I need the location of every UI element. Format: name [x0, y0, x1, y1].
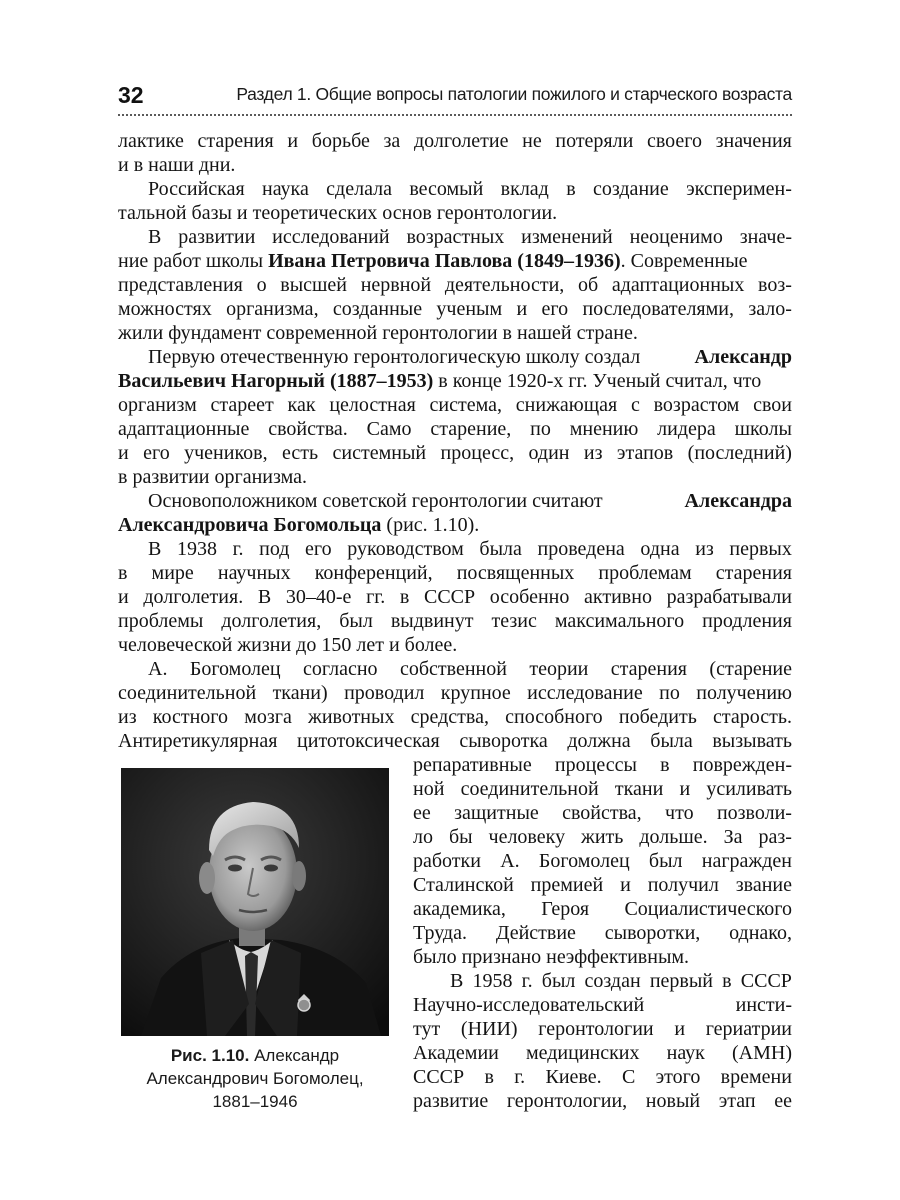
text-line	[413, 897, 792, 921]
word: медицинских	[525, 1042, 640, 1064]
text-line	[413, 993, 792, 1017]
word: есть	[282, 442, 319, 464]
word: г.	[232, 538, 244, 560]
word: и	[620, 874, 631, 896]
word: новый	[645, 1090, 701, 1112]
word: возрастом	[653, 394, 740, 416]
word: был	[648, 850, 683, 872]
word: способного	[505, 706, 603, 728]
word: за	[383, 130, 401, 152]
word: в	[399, 586, 410, 608]
word: 1938	[176, 538, 217, 560]
word: раз-	[758, 826, 792, 848]
word: разрабатывали	[666, 586, 792, 608]
word: звание	[735, 874, 792, 896]
word: 1958	[472, 970, 513, 992]
word: позволи-	[716, 802, 792, 824]
word: получил	[647, 874, 719, 896]
word: последователями,	[582, 298, 734, 320]
text-line	[118, 129, 792, 153]
word: 30–40-е	[285, 586, 352, 608]
text-line: в развитии организма.	[118, 466, 308, 488]
word: потеряли	[555, 130, 634, 152]
text-line: жили фундамент современной геронтологии в нашей стране.	[118, 322, 638, 344]
word: работки	[413, 850, 481, 872]
word: значе-	[739, 226, 792, 248]
word: ной	[413, 778, 445, 800]
text-run: Первую отечественную геронтологическую школу создал	[148, 346, 646, 368]
text-line	[118, 681, 792, 705]
person-name-nagorny-first: Александр	[694, 346, 792, 368]
word: в	[660, 754, 670, 776]
word: была	[479, 538, 522, 560]
word: инсти-	[735, 994, 792, 1016]
word: крупное	[440, 682, 511, 704]
word: первый	[649, 970, 714, 992]
word: и	[118, 442, 129, 464]
word: нервной	[360, 274, 432, 296]
word: тезис	[491, 610, 537, 632]
word: проводил	[344, 682, 425, 704]
word: (АМН)	[731, 1042, 792, 1064]
word: стареет	[210, 394, 274, 416]
word: За	[723, 826, 743, 848]
word: Действие	[495, 922, 576, 944]
word: сделала	[326, 178, 392, 200]
caption-line	[118, 1044, 392, 1067]
word: средства,	[410, 706, 489, 728]
word: В	[148, 538, 162, 560]
text-line: и в наши дни.	[118, 154, 236, 176]
text-line	[148, 225, 792, 249]
word: и	[674, 1018, 686, 1040]
word: мире	[151, 562, 194, 584]
word: Труда.	[413, 922, 467, 944]
word: свойства,	[562, 802, 642, 824]
word: старения	[715, 562, 792, 584]
word: из	[695, 538, 714, 560]
word: не	[522, 130, 542, 152]
person-name-pavlov: Ивана Петровича Павлова (1849–1936)	[268, 250, 621, 272]
word: жить	[581, 826, 624, 848]
word: получению	[696, 682, 792, 704]
word: один	[528, 442, 570, 464]
word: наука	[261, 178, 309, 200]
word: о	[256, 274, 267, 296]
word: премией	[530, 874, 604, 896]
word: изменений	[521, 226, 613, 248]
word: долголетия,	[221, 610, 322, 632]
text-line: было признано неэффективным.	[413, 946, 690, 968]
word: В	[257, 586, 272, 608]
text-line	[118, 249, 792, 273]
word: и	[287, 130, 299, 152]
word: в	[118, 562, 128, 584]
word: С	[621, 1066, 636, 1088]
word: соединительной	[118, 682, 257, 704]
word: сыворотки,	[604, 922, 701, 944]
word: долголетия.	[143, 586, 244, 608]
text-line	[450, 969, 792, 993]
word: Научно-исследовательский	[413, 994, 645, 1016]
word: адаптационные	[118, 418, 250, 440]
word: гериатрии	[705, 1018, 792, 1040]
text-line	[118, 417, 792, 441]
word: руководством	[347, 538, 464, 560]
word: был	[541, 970, 576, 992]
word: и	[118, 586, 129, 608]
word: Героя	[541, 898, 590, 920]
word: создание	[592, 178, 669, 200]
word: снижающая	[515, 394, 618, 416]
word: с	[630, 394, 640, 416]
word: свойства.	[268, 418, 348, 440]
text-line	[118, 297, 792, 321]
word: система,	[429, 394, 503, 416]
word: наук	[666, 1042, 705, 1064]
word: ткани)	[272, 682, 328, 704]
text-line	[118, 273, 792, 297]
person-name-bogomolets: Александровича Богомольца	[118, 514, 382, 536]
word: эксперимен-	[686, 178, 792, 200]
word: награжден	[701, 850, 792, 872]
word: одна	[640, 538, 680, 560]
word: А.	[148, 658, 168, 680]
word: в	[484, 1066, 494, 1088]
word: проблемам	[598, 562, 692, 584]
word: борьбе	[311, 130, 370, 152]
word: геронтологии	[538, 1018, 654, 1040]
text-line: человеческой жизни до 150 лет и более.	[118, 634, 458, 656]
figure-caption	[118, 1044, 392, 1113]
word: созданные	[332, 298, 423, 320]
figure-reference: (рис. 1.10).	[381, 514, 480, 536]
word: тут	[413, 1018, 441, 1040]
word: Социалистического	[624, 898, 792, 920]
word: и	[679, 778, 691, 800]
word: его	[541, 298, 569, 320]
text-line	[118, 609, 792, 633]
word: научных	[217, 562, 291, 584]
word: г.	[521, 970, 533, 992]
word: ло	[413, 826, 433, 848]
word: старения	[197, 130, 274, 152]
word: (старение	[709, 658, 792, 680]
word: организм	[118, 394, 197, 416]
word: конференций,	[314, 562, 433, 584]
word: проведена	[537, 538, 625, 560]
word: г.	[514, 1066, 526, 1088]
word: Российская	[148, 178, 245, 200]
text-line	[413, 777, 792, 801]
word: Сталинской	[413, 874, 514, 896]
text-line	[413, 825, 792, 849]
word: организма,	[226, 298, 319, 320]
word: процессы	[554, 754, 637, 776]
word: первых	[729, 538, 792, 560]
word: был	[339, 610, 373, 632]
text-line	[148, 489, 792, 513]
word: Академии	[413, 1042, 499, 1064]
word: учеников,	[184, 442, 268, 464]
word: ткани	[614, 778, 664, 800]
text-line	[413, 1041, 792, 1065]
word: высшей	[280, 274, 347, 296]
word: мозга	[244, 706, 292, 728]
word: что	[665, 802, 694, 824]
word: лактике	[118, 130, 184, 152]
word: неоценимо	[629, 226, 723, 248]
text-line	[148, 177, 792, 201]
word: репаративные	[413, 754, 532, 776]
word: исследований	[272, 226, 390, 248]
text-line	[118, 441, 792, 465]
word: человеку	[488, 826, 566, 848]
word: адаптационных	[611, 274, 745, 296]
running-header	[118, 78, 792, 116]
caption-text: Александр	[249, 1046, 340, 1065]
text-line	[118, 561, 792, 585]
word: поврежден-	[692, 754, 792, 776]
word: возрастных	[406, 226, 505, 248]
word: СССР	[423, 586, 476, 608]
text-line	[118, 513, 792, 537]
word: в	[722, 970, 732, 992]
text-run: . Современные	[620, 250, 748, 272]
word: под	[259, 538, 290, 560]
word: можностях	[118, 298, 212, 320]
word: победить	[618, 706, 697, 728]
word: из	[118, 706, 137, 728]
figure-label: Рис. 1.10.	[170, 1046, 250, 1065]
word: из	[583, 442, 603, 464]
word: долголетие	[413, 130, 509, 152]
word: целостная	[329, 394, 416, 416]
word: вклад	[500, 178, 549, 200]
word: по	[530, 418, 551, 440]
word: зало-	[748, 298, 792, 320]
word: В	[450, 970, 464, 992]
page-number: 32	[118, 82, 144, 108]
word: ее	[774, 1090, 792, 1112]
text-line	[413, 1065, 792, 1089]
person-name-bogomolets-first: Александра	[684, 490, 792, 512]
word: геронтологии,	[506, 1090, 628, 1112]
text-line	[413, 1017, 792, 1041]
word: этап	[718, 1090, 756, 1112]
text-run: Основоположником советской геронтологии считают	[148, 490, 608, 512]
word: (НИИ)	[460, 1018, 518, 1040]
text-line	[118, 369, 792, 393]
word: этого	[655, 1066, 701, 1088]
text-line	[413, 849, 792, 873]
word: особенно	[489, 586, 570, 608]
word: его	[305, 538, 332, 560]
word: ученым	[436, 298, 503, 320]
word: собственной	[399, 658, 507, 680]
word: свои	[753, 394, 792, 416]
word: создан	[584, 970, 641, 992]
word: воз-	[758, 274, 792, 296]
portrait-photo	[121, 768, 389, 1036]
word: (последний)	[687, 442, 792, 464]
word: лидера	[657, 418, 716, 440]
word: однако,	[729, 922, 792, 944]
word: максимального	[554, 610, 685, 632]
word: гг.	[366, 586, 386, 608]
word: мнению	[569, 418, 639, 440]
word: Богомолец	[538, 850, 630, 872]
word: А.	[500, 850, 520, 872]
word: процесс,	[440, 442, 515, 464]
word: защитные	[454, 802, 539, 824]
word: Киеве.	[545, 1066, 602, 1088]
word: соединительной	[460, 778, 599, 800]
word: бы	[448, 826, 473, 848]
word: была	[650, 730, 693, 752]
word: старость.	[713, 706, 792, 728]
word: СССР	[413, 1066, 465, 1088]
text-line	[118, 585, 792, 609]
word: ее	[413, 802, 431, 824]
word: об	[578, 274, 599, 296]
text-line	[413, 921, 792, 945]
word: согласно	[303, 658, 378, 680]
word: весомый	[409, 178, 484, 200]
word: деятельности,	[444, 274, 565, 296]
word: его	[143, 442, 170, 464]
text-line	[413, 1089, 792, 1113]
word: костного	[152, 706, 229, 728]
word: по	[659, 682, 680, 704]
text-line	[148, 537, 792, 561]
word: значения	[715, 130, 792, 152]
word: времени	[720, 1066, 792, 1088]
portrait-illustration	[121, 768, 389, 1036]
word: старение,	[430, 418, 512, 440]
word: проблемы	[118, 610, 204, 632]
text-line	[118, 705, 792, 729]
text-line	[413, 801, 792, 825]
person-name-nagorny: Васильевич Нагорный (1887–1953)	[118, 370, 434, 392]
caption-line: Александрович Богомолец,	[146, 1069, 364, 1088]
text-line	[413, 753, 792, 777]
word: Богомолец	[189, 658, 281, 680]
running-title: Раздел 1. Общие вопросы патологии пожилого и старческого возраста	[236, 84, 792, 104]
word: сыворотка	[459, 730, 548, 752]
text-line	[148, 345, 792, 369]
word: должна	[567, 730, 631, 752]
word: развитии	[178, 226, 256, 248]
word: теории	[529, 658, 589, 680]
word: в	[566, 178, 576, 200]
text-run: в конце 1920-х гг. Ученый считал, что	[433, 370, 762, 392]
word: животных	[308, 706, 395, 728]
word: Само	[366, 418, 412, 440]
word: развитие	[413, 1090, 489, 1112]
word: вызывать	[712, 730, 792, 752]
word: посвященных	[456, 562, 575, 584]
text-line	[148, 657, 792, 681]
word: усиливать	[706, 778, 792, 800]
word: выдвинут	[390, 610, 474, 632]
word: активно	[584, 586, 652, 608]
word: своего	[646, 130, 702, 152]
caption-line: 1881–1946	[212, 1092, 298, 1111]
word: старения	[610, 658, 688, 680]
word: школы	[734, 418, 792, 440]
text-run: ние работ школы	[118, 250, 269, 272]
word: и	[516, 298, 528, 320]
text-line	[118, 393, 792, 417]
word: продления	[702, 610, 792, 632]
word: как	[287, 394, 316, 416]
word: дольше.	[639, 826, 708, 848]
word: Антиретикулярная	[118, 730, 278, 752]
word: СССР	[740, 970, 792, 992]
word: исследование	[527, 682, 643, 704]
word: академика,	[413, 898, 506, 920]
word: В	[148, 226, 162, 248]
word: представления	[118, 274, 243, 296]
word: этапов	[616, 442, 674, 464]
text-line	[413, 873, 792, 897]
word: системный	[332, 442, 427, 464]
text-line: тальной базы и теоретических основ геронтологии.	[118, 202, 558, 224]
word: цитотоксическая	[297, 730, 440, 752]
text-line	[118, 729, 792, 753]
